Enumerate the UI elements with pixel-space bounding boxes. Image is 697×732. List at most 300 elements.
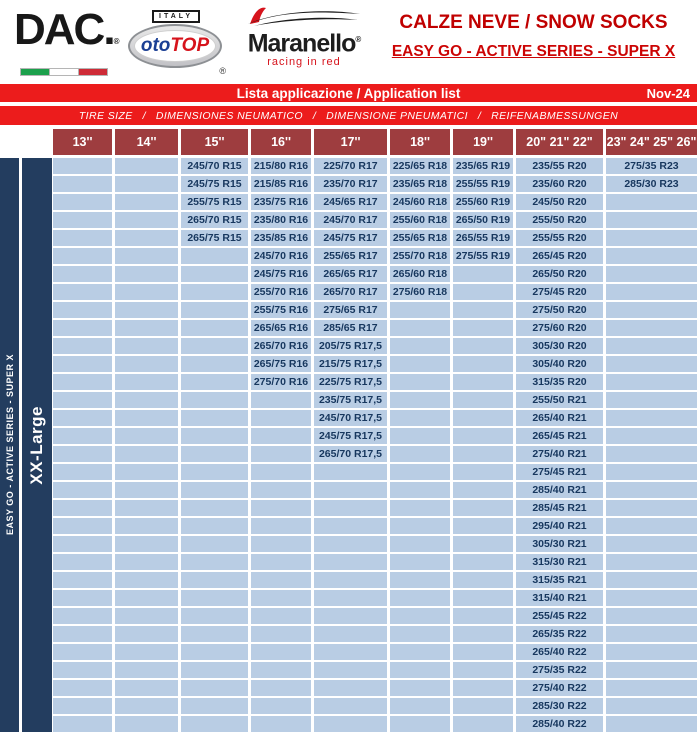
tire-size-cell	[181, 428, 248, 444]
tire-size-cell: 255/65 R18	[390, 230, 450, 246]
tire-size-cell: 245/75 R15	[181, 176, 248, 192]
tire-size-cell	[251, 572, 311, 588]
tire-size-cell	[453, 374, 513, 390]
tire-size-cell	[314, 716, 387, 732]
tire-size-cell	[453, 644, 513, 660]
tire-size-cell	[181, 302, 248, 318]
tire-size-cell: 215/75 R17,5	[314, 356, 387, 372]
tire-size-cell: 265/65 R16	[251, 320, 311, 336]
tire-size-cell	[314, 554, 387, 570]
tire-size-cell	[390, 338, 450, 354]
document-titles	[376, 12, 691, 61]
tire-size-cell: 315/35 R21	[516, 572, 603, 588]
tire-size-cell	[181, 464, 248, 480]
tire-size-cell	[453, 356, 513, 372]
tire-size-cell: 265/50 R19	[453, 212, 513, 228]
tire-size-cell: 245/75 R16	[251, 266, 311, 282]
tire-size-cell	[606, 464, 697, 480]
tire-size-cell	[390, 446, 450, 462]
tire-size-cell	[453, 590, 513, 606]
tire-size-cell: 255/70 R16	[251, 284, 311, 300]
tire-size-cell: 305/40 R20	[516, 356, 603, 372]
tire-size-cell	[181, 590, 248, 606]
series-vertical-label: EASY GO - ACTIVE SERIES - SUPER X	[4, 354, 15, 536]
tire-size-cell	[606, 446, 697, 462]
ototop-italy-label: ITALY	[152, 10, 200, 23]
tire-size-cell	[390, 698, 450, 714]
tire-size-cell	[606, 338, 697, 354]
tire-size-cell: 245/70 R17	[314, 212, 387, 228]
tire-size-cell	[314, 608, 387, 624]
tire-size-cell: 255/50 R20	[516, 212, 603, 228]
tire-size-cell: 225/65 R18	[390, 158, 450, 174]
tire-size-cell	[181, 320, 248, 336]
tire-size-cell: 275/60 R20	[516, 320, 603, 336]
tire-size-cell	[453, 626, 513, 642]
tire-size-cell	[453, 500, 513, 516]
tire-size-cell	[181, 608, 248, 624]
ototop-logo	[128, 8, 224, 76]
tire-size-cell	[53, 500, 112, 516]
tire-size-cell	[453, 716, 513, 732]
column-header: 16''	[251, 129, 311, 155]
banner-date: Nov-24	[646, 86, 690, 101]
tire-size-cell	[453, 320, 513, 336]
tire-size-cell	[390, 464, 450, 480]
tire-size-cell	[251, 626, 311, 642]
tire-size-cell	[606, 320, 697, 336]
dac-logo	[14, 5, 118, 76]
tire-size-cell	[606, 356, 697, 372]
tire-size-cell: 305/30 R20	[516, 338, 603, 354]
tire-size-cell: 255/75 R15	[181, 194, 248, 210]
tire-size-cell	[53, 338, 112, 354]
size-vertical-strip	[22, 158, 52, 732]
tire-size-cell: 275/65 R17	[314, 302, 387, 318]
tire-size-cell	[115, 626, 178, 642]
tire-size-cell: 265/50 R20	[516, 266, 603, 282]
series-vertical-strip	[0, 158, 19, 732]
maranello-car-swoosh-icon	[244, 4, 364, 28]
tire-size-cell	[606, 698, 697, 714]
tire-size-cell: 285/40 R22	[516, 716, 603, 732]
tire-size-cell	[606, 392, 697, 408]
tire-size-cell	[115, 248, 178, 264]
tire-size-cell: 315/40 R21	[516, 590, 603, 606]
tire-size-cell: 245/70 R16	[251, 248, 311, 264]
tire-size-cell: 275/45 R21	[516, 464, 603, 480]
tire-size-cell	[314, 644, 387, 660]
tire-size-cell	[606, 500, 697, 516]
tire-size-cell	[390, 680, 450, 696]
tire-size-cell	[606, 554, 697, 570]
tire-size-cell	[390, 320, 450, 336]
ototop-top-text: TOP	[170, 35, 210, 56]
tire-size-cell: 235/85 R16	[251, 230, 311, 246]
tire-size-cell	[390, 716, 450, 732]
tire-size-cell	[251, 662, 311, 678]
tire-size-cell	[115, 590, 178, 606]
tire-size-cell	[115, 356, 178, 372]
tire-size-cell	[181, 374, 248, 390]
tire-size-cell	[606, 266, 697, 282]
tire-size-cell: 315/35 R20	[516, 374, 603, 390]
tire-size-cell	[606, 572, 697, 588]
tire-size-cell: 285/30 R22	[516, 698, 603, 714]
tire-size-cell	[390, 644, 450, 660]
tire-size-cell	[181, 518, 248, 534]
tire-size-cell	[251, 428, 311, 444]
tire-size-cell: 275/60 R18	[390, 284, 450, 300]
tire-size-cell	[390, 536, 450, 552]
tire-size-cell: 285/45 R21	[516, 500, 603, 516]
tire-size-cell	[453, 572, 513, 588]
column-header: 15''	[181, 129, 248, 155]
tire-size-cell: 215/85 R16	[251, 176, 311, 192]
tire-size-cell	[53, 626, 112, 642]
tire-size-cell: 255/75 R16	[251, 302, 311, 318]
tire-size-cell	[181, 338, 248, 354]
tire-size-cell: 265/60 R18	[390, 266, 450, 282]
tire-size-cell	[606, 410, 697, 426]
tire-size-cell	[115, 572, 178, 588]
tire-size-cell	[115, 554, 178, 570]
tire-size-cell	[181, 410, 248, 426]
tire-size-cell	[53, 464, 112, 480]
tire-size-cell	[53, 554, 112, 570]
tire-size-cell	[181, 392, 248, 408]
tire-size-cell	[251, 716, 311, 732]
tire-size-cell	[453, 446, 513, 462]
tire-size-cell: 245/70 R15	[181, 158, 248, 174]
tire-size-cell	[453, 464, 513, 480]
tire-size-cell	[453, 482, 513, 498]
tire-size-cell: 265/75 R15	[181, 230, 248, 246]
tire-size-cell: 245/75 R17	[314, 230, 387, 246]
italian-flag-icon	[20, 68, 108, 76]
tire-size-cell	[606, 644, 697, 660]
tire-size-cell	[53, 284, 112, 300]
page-header	[0, 0, 697, 84]
tire-size-cell: 245/60 R18	[390, 194, 450, 210]
tire-size-cell	[453, 284, 513, 300]
tire-size-cell	[251, 644, 311, 660]
tire-size-cell: 255/65 R17	[314, 248, 387, 264]
tire-size-cell	[53, 374, 112, 390]
tire-size-cell	[453, 536, 513, 552]
tire-size-cell	[115, 158, 178, 174]
tire-size-cell	[181, 572, 248, 588]
tire-size-cell: 245/50 R20	[516, 194, 603, 210]
tire-size-cell	[606, 248, 697, 264]
tire-size-cell	[115, 410, 178, 426]
tire-size-cell: 275/70 R16	[251, 374, 311, 390]
ototop-oto-text: oto	[140, 35, 171, 56]
application-list-banner	[0, 84, 697, 104]
tire-size-cell: 215/80 R16	[251, 158, 311, 174]
tire-size-cell	[115, 662, 178, 678]
tire-size-cell	[53, 590, 112, 606]
tire-size-cell: 235/60 R20	[516, 176, 603, 192]
tire-size-cell	[181, 554, 248, 570]
series-title: EASY GO - ACTIVE SERIES - SUPER X	[391, 43, 676, 60]
tire-size-cell	[453, 410, 513, 426]
tire-size-cell	[53, 446, 112, 462]
tire-size-cell: 225/75 R17,5	[314, 374, 387, 390]
column-header-row	[53, 129, 697, 155]
tire-size-cell	[606, 284, 697, 300]
tire-size-cell: 265/70 R16	[251, 338, 311, 354]
tire-size-cell: 205/75 R17,5	[314, 338, 387, 354]
tire-size-cell	[606, 536, 697, 552]
tire-size-cell: 285/30 R23	[606, 176, 697, 192]
column-header: 19''	[453, 129, 513, 155]
tire-size-cell	[53, 176, 112, 192]
tire-size-cell	[251, 536, 311, 552]
tire-size-cell: 305/30 R21	[516, 536, 603, 552]
tire-size-cell	[53, 356, 112, 372]
tire-size-cell	[53, 158, 112, 174]
tire-size-cell: 275/35 R22	[516, 662, 603, 678]
tire-size-cell	[115, 536, 178, 552]
tire-size-cell	[181, 662, 248, 678]
tire-size-cell	[453, 302, 513, 318]
tire-size-cell	[115, 428, 178, 444]
tire-size-cell	[53, 482, 112, 498]
tire-size-cell: 235/80 R16	[251, 212, 311, 228]
tire-size-cell	[115, 302, 178, 318]
tire-size-subbanner	[0, 106, 697, 125]
tire-table-body	[53, 158, 697, 732]
tire-size-cell	[251, 698, 311, 714]
tire-size-cell	[53, 698, 112, 714]
tire-size-cell	[453, 428, 513, 444]
tire-size-cell	[115, 518, 178, 534]
tire-size-cell	[314, 500, 387, 516]
tire-size-cell	[314, 572, 387, 588]
tire-size-cell	[53, 716, 112, 732]
registered-mark-icon: ®	[219, 66, 226, 76]
tire-size-cell: 255/60 R19	[453, 194, 513, 210]
tire-size-cell: 285/40 R21	[516, 482, 603, 498]
tire-size-cell: 295/40 R21	[516, 518, 603, 534]
tire-size-cell	[181, 536, 248, 552]
tire-size-cell	[53, 194, 112, 210]
tire-size-cell	[453, 392, 513, 408]
tire-size-cell	[181, 248, 248, 264]
tire-size-cell	[53, 248, 112, 264]
tire-size-cell	[53, 536, 112, 552]
tire-size-cell	[606, 302, 697, 318]
tire-size-cell	[606, 626, 697, 642]
tire-size-cell	[181, 284, 248, 300]
tire-size-cell	[115, 392, 178, 408]
tire-size-cell: 255/55 R20	[516, 230, 603, 246]
maranello-tagline: racing in red	[267, 56, 341, 69]
tire-size-cell	[453, 266, 513, 282]
tire-size-cell	[115, 680, 178, 696]
tire-size-cell	[314, 464, 387, 480]
tire-size-cell	[453, 338, 513, 354]
tire-size-cell	[115, 482, 178, 498]
tire-size-cell	[390, 392, 450, 408]
tire-size-cell	[390, 554, 450, 570]
tire-size-cell	[453, 698, 513, 714]
tire-size-cell	[314, 662, 387, 678]
tire-size-cell: 275/40 R22	[516, 680, 603, 696]
tire-size-cell	[115, 176, 178, 192]
tire-size-cell	[115, 698, 178, 714]
tire-size-cell: 265/55 R19	[453, 230, 513, 246]
tire-size-cell: 225/70 R17	[314, 158, 387, 174]
tire-size-cell: 265/70 R15	[181, 212, 248, 228]
tire-size-cell	[53, 428, 112, 444]
tire-size-cell	[115, 338, 178, 354]
tire-size-cell	[53, 230, 112, 246]
tire-size-cell: 265/75 R16	[251, 356, 311, 372]
tire-size-cell	[53, 212, 112, 228]
tire-size-subtitle: TIRE SIZE / DIMENSIONES NEUMATICO / DIMENSIONE PNEUMATICI / REIFENABMESSUNGEN	[78, 109, 619, 122]
tire-size-cell: 245/75 R17,5	[314, 428, 387, 444]
column-header: 23" 24" 25" 26"	[606, 129, 697, 155]
tire-size-cell	[181, 626, 248, 642]
tire-size-cell	[181, 680, 248, 696]
tire-size-cell: 265/40 R21	[516, 410, 603, 426]
tire-size-cell: 275/35 R23	[606, 158, 697, 174]
tire-size-cell	[115, 716, 178, 732]
tire-size-cell	[606, 716, 697, 732]
tire-size-cell: 255/70 R18	[390, 248, 450, 264]
tire-size-cell	[606, 662, 697, 678]
tire-size-cell: 245/70 R17,5	[314, 410, 387, 426]
tire-size-cell	[181, 500, 248, 516]
column-header: 17''	[314, 129, 387, 155]
tire-size-cell	[390, 626, 450, 642]
tire-size-cell	[251, 680, 311, 696]
tire-size-cell	[251, 500, 311, 516]
tire-size-cell	[390, 500, 450, 516]
tire-size-cell: 265/35 R22	[516, 626, 603, 642]
tire-size-cell	[251, 410, 311, 426]
tire-size-cell	[53, 680, 112, 696]
tire-size-cell: 275/50 R20	[516, 302, 603, 318]
tire-size-cell	[453, 554, 513, 570]
tire-size-cell	[606, 608, 697, 624]
tire-size-cell	[53, 410, 112, 426]
tire-size-cell: 245/65 R17	[314, 194, 387, 210]
tire-size-cell: 235/70 R17	[314, 176, 387, 192]
registered-mark-icon: ®	[113, 37, 118, 46]
tire-size-cell	[53, 320, 112, 336]
tire-size-cell	[390, 374, 450, 390]
tire-size-cell: 275/40 R21	[516, 446, 603, 462]
product-title: CALZE NEVE / SNOW SOCKS	[399, 12, 668, 33]
tire-size-cell	[606, 194, 697, 210]
tire-size-cell	[53, 662, 112, 678]
tire-size-cell	[251, 392, 311, 408]
tire-size-cell	[453, 662, 513, 678]
tire-size-cell	[53, 392, 112, 408]
tire-size-cell	[53, 572, 112, 588]
tire-size-cell	[115, 500, 178, 516]
tire-size-cell: 235/75 R16	[251, 194, 311, 210]
tire-size-cell	[53, 302, 112, 318]
ototop-oval-icon	[128, 24, 222, 68]
tire-size-cell: 265/70 R17	[314, 284, 387, 300]
tire-size-cell	[390, 572, 450, 588]
tire-size-cell: 255/60 R18	[390, 212, 450, 228]
tire-size-cell	[606, 518, 697, 534]
tire-size-cell	[314, 536, 387, 552]
tire-size-cell: 265/70 R17,5	[314, 446, 387, 462]
tire-size-cell: 275/55 R19	[453, 248, 513, 264]
maranello-logo-text: Maranello®	[247, 29, 361, 58]
tire-size-cell	[115, 230, 178, 246]
tire-size-cell	[314, 482, 387, 498]
tire-size-cell: 265/40 R22	[516, 644, 603, 660]
tire-size-cell	[314, 518, 387, 534]
tire-size-cell	[390, 410, 450, 426]
tire-size-cell	[314, 698, 387, 714]
tire-size-cell	[314, 590, 387, 606]
tire-size-cell	[115, 320, 178, 336]
tire-size-cell	[606, 374, 697, 390]
tire-size-cell: 255/50 R21	[516, 392, 603, 408]
tire-size-cell: 275/45 R20	[516, 284, 603, 300]
tire-size-cell	[181, 356, 248, 372]
tire-size-cell	[53, 644, 112, 660]
tire-size-cell	[181, 698, 248, 714]
tire-size-cell	[453, 608, 513, 624]
tire-size-cell	[251, 464, 311, 480]
tire-size-cell	[115, 284, 178, 300]
tire-size-cell	[606, 212, 697, 228]
tire-size-cell: 255/55 R19	[453, 176, 513, 192]
tire-size-cell	[53, 266, 112, 282]
tire-size-cell	[251, 446, 311, 462]
banner-title: Lista applicazione / Application list	[236, 85, 461, 101]
tire-size-cell	[181, 644, 248, 660]
tire-size-cell: 265/45 R20	[516, 248, 603, 264]
tire-size-cell	[115, 608, 178, 624]
tire-size-cell	[390, 590, 450, 606]
tire-size-cell	[115, 194, 178, 210]
tire-size-cell	[606, 428, 697, 444]
tire-size-cell	[251, 554, 311, 570]
tire-size-cell	[181, 266, 248, 282]
tire-size-cell	[251, 518, 311, 534]
tire-size-cell	[181, 482, 248, 498]
tire-size-cell	[251, 590, 311, 606]
tire-size-cell	[390, 662, 450, 678]
registered-mark-icon: ®	[355, 35, 361, 44]
tire-size-cell	[390, 608, 450, 624]
tire-size-cell: 285/65 R17	[314, 320, 387, 336]
tire-size-cell	[314, 680, 387, 696]
tire-size-cell: 265/45 R21	[516, 428, 603, 444]
tire-size-cell	[115, 464, 178, 480]
tire-size-cell	[390, 518, 450, 534]
tire-size-cell: 235/55 R20	[516, 158, 603, 174]
tire-size-cell	[115, 446, 178, 462]
tire-size-cell: 315/30 R21	[516, 554, 603, 570]
tire-size-cell	[53, 518, 112, 534]
tire-size-cell	[606, 680, 697, 696]
tire-size-cell: 255/45 R22	[516, 608, 603, 624]
dac-logo-text: DAC.®	[14, 5, 118, 54]
tire-size-cell	[115, 212, 178, 228]
tire-size-cell	[251, 482, 311, 498]
